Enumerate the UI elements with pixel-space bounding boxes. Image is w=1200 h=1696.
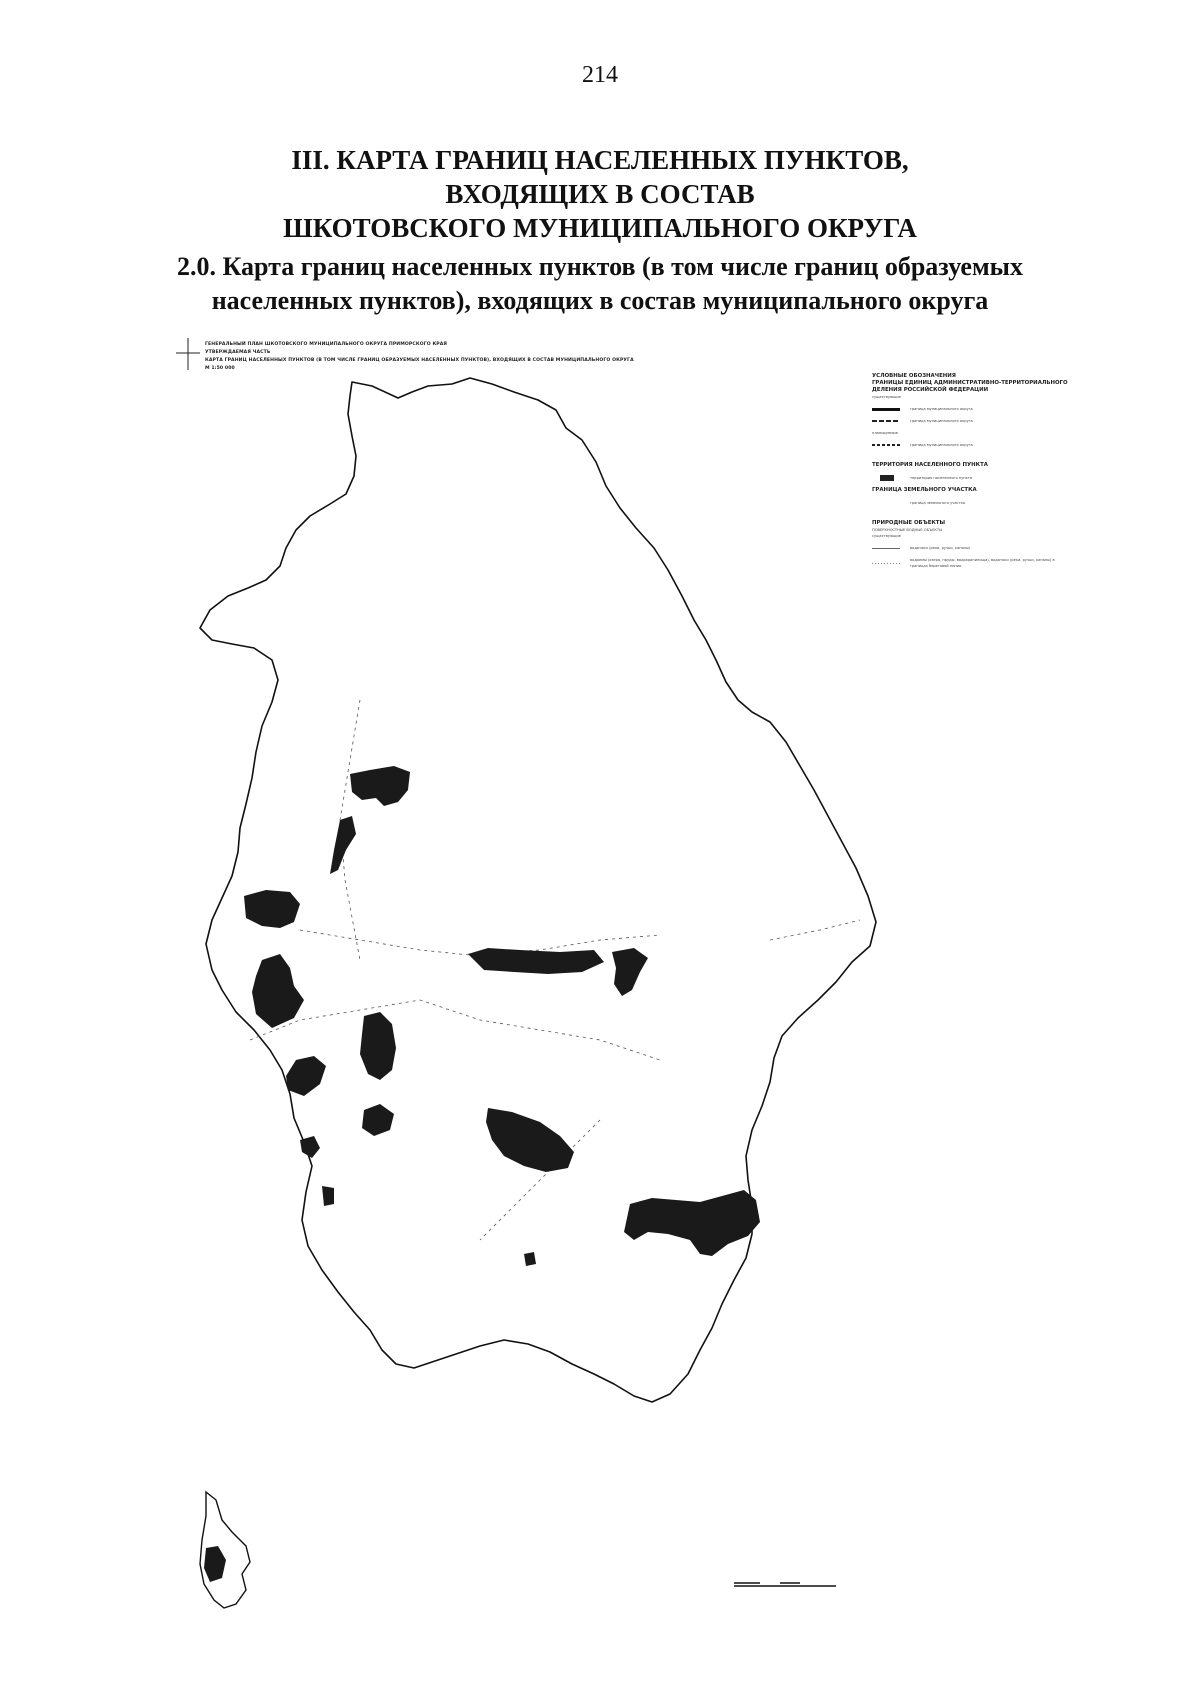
section-title-line: ВХОДЯЩИХ В СОСТАВ [445, 179, 755, 209]
legend-sub: планируемые [872, 431, 898, 435]
map-header [205, 341, 675, 373]
section-title-line: ШКОТОВСКОГО МУНИЦИПАЛЬНОГО ОКРУГА [283, 213, 917, 243]
map-legend [872, 373, 1072, 575]
legend-row [872, 442, 1072, 448]
legend-row [872, 545, 1072, 551]
legend-label: водоемы (озера, пруды, водохранилища), водотоки (реки, ручьи, каналы) в границах береговой линии [910, 558, 1055, 568]
legend-swatch [872, 548, 900, 549]
legend-label: граница муниципального округа [910, 407, 973, 411]
legend-label: территория населенного пункта [910, 476, 973, 480]
legend-swatch [872, 502, 900, 505]
map-header-line: УТВЕРЖДАЕМАЯ ЧАСТЬ [205, 350, 271, 355]
legend-title: УСЛОВНЫЕ ОБОЗНАЧЕНИЯ [872, 373, 956, 379]
legend-group-title: ТЕРРИТОРИЯ НАСЕЛЕННОГО ПУНКТА [872, 462, 988, 468]
legend-group-title: ПРИРОДНЫЕ ОБЪЕКТЫ [872, 520, 946, 526]
legend-label: граница муниципального округа [910, 419, 973, 423]
legend-swatch [872, 408, 900, 411]
legend-group-title: ГРАНИЦЫ ЕДИНИЦ АДМИНИСТРАТИВНО-ТЕРРИТОРИАЛЬНОГО ДЕЛЕНИЯ РОССИЙСКОЙ ФЕДЕРАЦИИ [872, 380, 1068, 393]
legend-label: граница муниципального округа [910, 443, 973, 447]
legend-swatch [872, 563, 900, 564]
legend-row [872, 500, 1072, 506]
settlement-area [468, 948, 604, 974]
legend-sub: ПОВЕРХНОСТНЫЕ ВОДНЫЕ ОБЪЕКТЫ [872, 528, 943, 532]
legend-swatch [872, 444, 900, 446]
north-arrow-icon [176, 338, 200, 370]
legend-swatch [872, 420, 900, 422]
legend-row [872, 406, 1072, 412]
legend-label: водотоки (реки, ручьи, каналы) [910, 546, 971, 550]
legend-row [872, 475, 1072, 481]
section-title-line: III. КАРТА ГРАНИЦ НАСЕЛЕННЫХ ПУНКТОВ, [291, 145, 909, 175]
subtitle-line: 2.0. Карта границ населенных пунктов (в том числе границ образуемых [177, 252, 1023, 281]
legend-row [872, 557, 1072, 569]
legend-row [872, 418, 1072, 424]
settlement-area [524, 1252, 536, 1266]
page-number: 214 [582, 62, 618, 88]
scale-bar [734, 1583, 836, 1586]
map-header-line: КАРТА ГРАНИЦ НАСЕЛЕННЫХ ПУНКТОВ (В ТОМ ЧИСЛЕ ГРАНИЦ ОБРАЗУЕМЫХ НАСЕЛЕННЫХ ПУНКТОВ), ВХОДЯЩИХ В СОСТАВ МУНИЦИПАЛЬНОГО ОКРУГА [205, 358, 634, 363]
map-header-line: М 1:50 000 [205, 366, 235, 371]
legend-sub: существующие [872, 395, 901, 399]
legend-label: граница земельного участка [910, 501, 965, 505]
map-header-line: ГЕНЕРАЛЬНЫЙ ПЛАН ШКОТОВСКОГО МУНИЦИПАЛЬНОГО ОКРУГА ПРИМОРСКОГО КРАЯ [205, 342, 448, 347]
settlement-area [322, 1186, 334, 1206]
district-boundary [200, 378, 876, 1402]
legend-group-title: ГРАНИЦА ЗЕМЕЛЬНОГО УЧАСТКА [872, 487, 977, 493]
legend-swatch [880, 475, 894, 481]
legend-sub: существующие [872, 534, 901, 538]
subtitle-line: населенных пунктов), входящих в состав муниципального округа [211, 286, 989, 315]
